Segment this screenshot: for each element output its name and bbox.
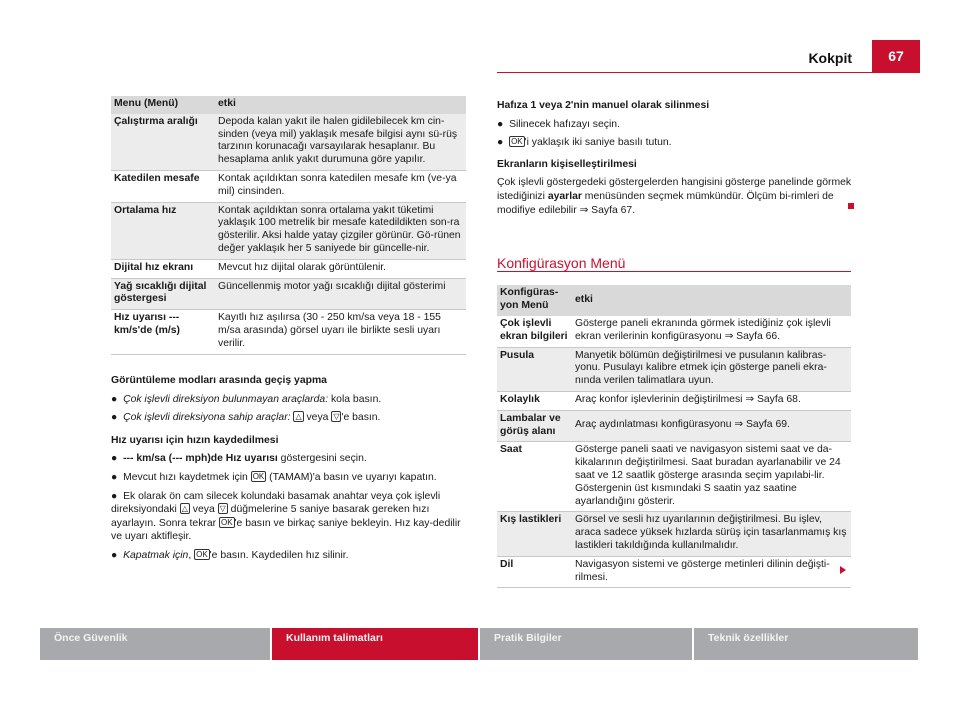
table-row xyxy=(111,259,466,278)
speed-bullet-2-end: (TAMAM)'a basın ve uyarıyı kapatın. xyxy=(266,471,437,483)
table-row-value: Güncellenmiş motor yağı sıcaklığı dijital gösterimi xyxy=(215,278,466,310)
continue-arrow-icon xyxy=(840,566,846,574)
ok-key-icon: OK xyxy=(511,137,523,147)
mode-bullet-2-em: Çok işlevli direksiyona sahip araçlar: xyxy=(123,412,291,424)
memory-bullet-2: 'i yaklaşık iki saniye basılı tutun. xyxy=(524,137,672,149)
table-row-key: Lambalar ve görüş alanı xyxy=(497,410,572,442)
speed-bullet-2-text: Mevcut hızı kaydetmek için xyxy=(123,471,251,483)
header-rule xyxy=(497,72,920,73)
footer-tab-technical[interactable]: Teknik özellikler xyxy=(694,628,918,660)
table-row-value: Navigasyon sistemi ve gösterge metinleri dilinin değişti-rilmesi. xyxy=(572,556,851,588)
mode-heading: Görüntüleme modları arasında geçiş yapma xyxy=(111,375,327,386)
footer-tab-operation[interactable]: Kullanım talimatları xyxy=(272,628,478,660)
speed-bullet-3-mid: veya xyxy=(189,504,218,516)
table-row xyxy=(111,278,466,310)
mode-bullet-2-end: 'e basın. xyxy=(341,412,381,424)
table-header-row xyxy=(111,96,466,114)
personalization-text: Çok işlevli göstergedeki göstergelerden hangisini gösterge panelinde görmek istediğinizi xyxy=(497,177,852,202)
table-row-key: Çalıştırma aralığı xyxy=(111,114,215,171)
ok-key-icon: OK xyxy=(221,517,233,527)
table-row xyxy=(111,114,466,171)
header-title: Kokpit xyxy=(808,50,852,66)
speed-bullet-4-sep: , xyxy=(188,549,195,561)
ok-key-icon: OK xyxy=(252,471,265,481)
table-row xyxy=(111,202,466,259)
config-menu-table xyxy=(497,285,851,588)
table-row-value: Kontak açıldıktan sonra katedilen mesafe km (ve-ya mil) cinsinden. xyxy=(215,170,466,202)
trip-menu-table xyxy=(111,96,466,355)
table-row xyxy=(497,442,851,512)
table-header-row xyxy=(497,285,851,316)
table-row-key: Kolaylık xyxy=(497,391,572,410)
table-row-value: Gösterge paneli ekranında görmek istediğiniz çok işlevli ekran verilerinin konfigürasyonu ⇒ Sayfa 66. xyxy=(572,316,851,347)
table-row-key: Yağ sıcaklığı dijital göstergesi xyxy=(111,278,215,310)
column-header-menu: Konfigüras-yon Menü xyxy=(497,285,572,316)
table-row-key: Kış lastikleri xyxy=(497,512,572,556)
table-row-key: Saat xyxy=(497,442,572,512)
table-row xyxy=(497,410,851,442)
table-row-value: Kayıtlı hız aşılırsa (30 - 250 km/sa veya 18 - 155 m/sa arasında) görsel uyarı ile birlikte sesli uyarı verilir. xyxy=(215,310,466,354)
right-text-block xyxy=(497,99,853,217)
table-row-value: Kontak açıldıktan sonra ortalama yakıt tüketimi yaklaşık 100 metrelik bir mesafe katedildikten son-ra gösterilir. Aksi halde yatay çizgiler görünür. Gö-rünen değer yaklaşık her 5 saniyede bir güncelle-nir. xyxy=(215,202,466,259)
speed-bullet-1-text: göstergesini seçin. xyxy=(277,453,367,465)
speed-bullet-3-end: 'e basın ve birkaç saniye bekleyin. Hız kay-dedilir ve uyarı aktifleşir. xyxy=(111,517,461,543)
footer-tab-safety[interactable]: Önce Güvenlik xyxy=(40,628,270,660)
personalization-paragraph xyxy=(497,176,853,217)
speed-bullet-4-end: 'e basın. Kaydedilen hız silinir. xyxy=(209,549,349,561)
memory-bullet-1: Silinecek hafızayı seçin. xyxy=(509,118,620,130)
list-item: ● Çok işlevli direksiyon bulunmayan araçlarda: kola basın. xyxy=(111,393,382,405)
table-row-key: Ortalama hız xyxy=(111,202,215,259)
speed-bullet-4-em: Kapatmak için xyxy=(123,549,189,561)
table-row-value: Gösterge paneli saati ve navigasyon sistemi saat ve da-kikalarının değiştirilmesi. Saat buradan ayarlanabilir ve 24 saat ve 12 saatlik gösterge arasında seçim yapılabi-lir. Göstergenin üst kısmındaki S saatin yaz saatine ayarlandığını gösterir. xyxy=(572,442,851,512)
table-row xyxy=(497,512,851,556)
table-row xyxy=(497,347,851,391)
table-row-key: Dijital hız ekranı xyxy=(111,259,215,278)
list-item: ● Ek olarak ön cam silecek kolundaki basamak anahtar veya çok işlevli direksiyondaki △ veya ▽ düğmelerine 5 saniye basarak gereken hızı ayarlayın. Sonra tekrar OK 'e basın ve birkaç saniye bekleyin. Hız kay-dedilir ve uyarı aktifleşir. xyxy=(111,490,461,543)
table-row xyxy=(111,170,466,202)
personalization-heading: Ekranların kişiselleştirilmesi xyxy=(497,158,637,170)
column-header-effect: etki xyxy=(215,96,466,114)
mode-bullet-1-text: kola basın. xyxy=(328,393,382,405)
arrow-down-key-icon: ▽ xyxy=(219,504,226,514)
table-row-value: Görsel ve sesli hız uyarılarının değiştirilmesi. Bu işlev, araca sadece yüksek hızlarda sürüş için tasarlanmamış kış lastikleri takıldığında kullanılmalıdır. xyxy=(572,512,851,556)
table-row-key: Pusula xyxy=(497,347,572,391)
table-row xyxy=(497,391,851,410)
ok-key-icon: OK xyxy=(196,549,208,559)
mode-bullet-2-text: veya xyxy=(303,412,332,424)
table-row-value: Mevcut hız dijital olarak görüntülenir. xyxy=(215,259,466,278)
table-row-key: Katedilen mesafe xyxy=(111,170,215,202)
list-item: ● Mevcut hızı kaydetmek için OK (TAMAM)'a basın ve uyarıyı kapatın. xyxy=(111,471,437,483)
table-row-value: Depoda kalan yakıt ile halen gidilebilecek km cin-sinden (veya mil) yaklaşık mesafe bilgisi aynı sü-rüş tarzının korunacağı varsayılarak hesaplanır. Bu hesaplama anlık yakıt durumuna göre yapılır. xyxy=(215,114,466,171)
list-item: ● Silinecek hafızayı seçin. xyxy=(497,118,620,130)
arrow-up-key-icon: △ xyxy=(295,412,302,422)
mode-bullet-1-em: Çok işlevli direksiyon bulunmayan araçlarda: xyxy=(123,393,329,405)
list-item: ● Kapatmak için, OK 'e basın. Kaydedilen hız silinir. xyxy=(111,549,349,561)
personalization-text-end: menüsünden seçmek mümkündür. Ölçüm bi-rimleri de modifiye edilebilir ⇒ Sayfa 67. xyxy=(497,190,834,216)
table-row xyxy=(497,556,851,588)
page-number: 67 xyxy=(872,40,920,72)
table-row-key: Hız uyarısı --- km/s'de (m/s) xyxy=(111,310,215,354)
speed-bullet-1-bold: --- km/sa (--- mph)de Hız uyarısı xyxy=(123,453,278,465)
table-row-value: Manyetik bölümün değiştirilmesi ve pusulanın kalibras-yonu. Pusulayı kalibre etmek için gösterge paneli ekra-nında verilen talimatlara uyun. xyxy=(572,347,851,391)
list-item: ● --- km/sa (--- mph)de Hız uyarısı göstergesini seçin. xyxy=(111,453,367,465)
arrow-up-key-icon: △ xyxy=(181,504,188,514)
config-menu-title: Konfigürasyon Menü xyxy=(497,255,626,271)
left-text-block xyxy=(111,374,471,563)
list-item: ● Çok işlevli direksiyona sahip araçlar: △ veya ▽ 'e basın. xyxy=(111,412,381,424)
footer-tab-practical[interactable]: Pratik Bilgiler xyxy=(480,628,692,660)
table-row-key: Dil xyxy=(497,556,572,588)
table-row xyxy=(497,316,851,347)
memory-heading: Hafıza 1 veya 2'nin manuel olarak silinmesi xyxy=(497,100,710,111)
table-row-value: Araç konfor işlevlerinin değiştirilmesi ⇒ Sayfa 68. xyxy=(572,391,851,410)
column-header-menu: Menu (Menü) xyxy=(111,96,215,114)
speed-bullet-3-text: Ek olarak ön cam silecek kolundaki basamak anahtar veya çok işlevli direksiyondaki xyxy=(111,490,441,516)
speed-heading: Hız uyarısı için hızın kaydedilmesi xyxy=(111,434,279,446)
table-row-value: Araç aydınlatması konfigürasyonu ⇒ Sayfa 69. xyxy=(572,410,851,442)
list-item: ● OK 'i yaklaşık iki saniye basılı tutun. xyxy=(497,137,672,149)
table-row-key: Çok işlevli ekran bilgileri xyxy=(497,316,572,347)
arrow-down-key-icon: ▽ xyxy=(333,412,340,422)
section-end-marker-icon xyxy=(848,203,854,209)
config-title-rule xyxy=(497,271,851,272)
table-row xyxy=(111,310,466,354)
speed-bullet-3-cont: düğmelerine 5 saniye basarak gereken hızı ayarlayın. Sonra tekrar xyxy=(111,504,430,529)
settings-term: ayarlar xyxy=(547,190,582,202)
column-header-effect: etki xyxy=(572,285,851,316)
